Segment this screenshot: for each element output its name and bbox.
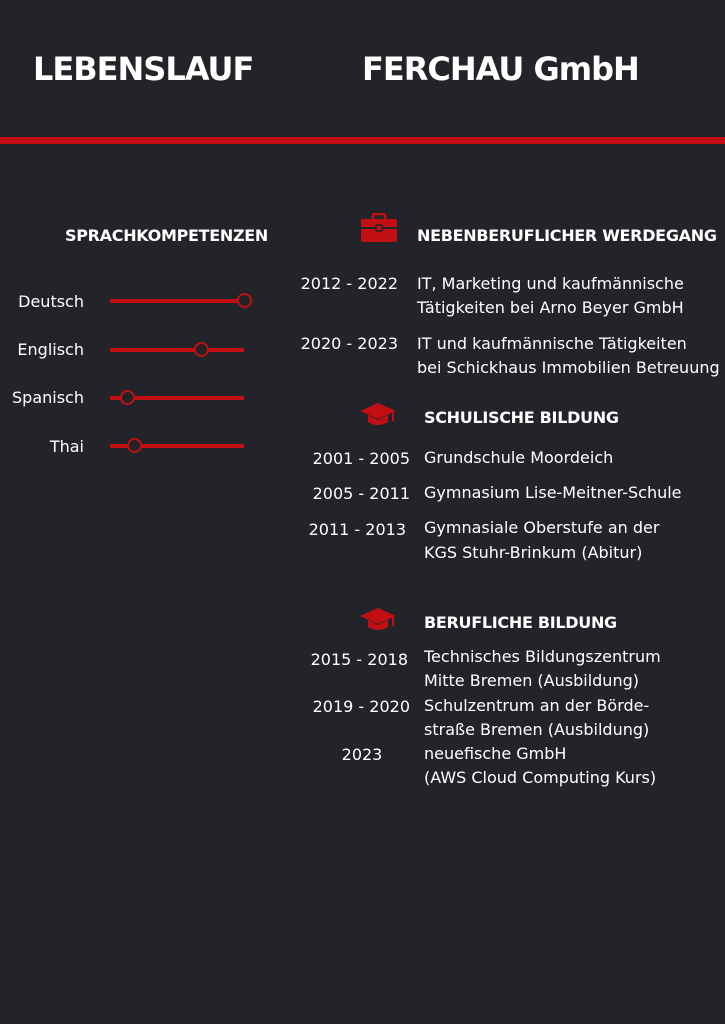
entry-years: 2005 - 2011 bbox=[312, 484, 410, 503]
entry-years: 2020 - 2023 bbox=[300, 334, 398, 353]
language-level-knob bbox=[194, 342, 209, 357]
entry-line: Mitte Bremen (Ausbildung) bbox=[424, 671, 639, 690]
language-level-knob bbox=[237, 293, 252, 308]
language-name: Englisch bbox=[17, 340, 84, 359]
languages-title: SPRACHKOMPETENZEN bbox=[65, 226, 269, 245]
entry-line: Gymnasiale Oberstufe an der bbox=[424, 518, 660, 537]
entry-line: IT und kaufmännische Tätigkeiten bbox=[417, 334, 687, 353]
briefcase-icon bbox=[360, 213, 398, 243]
entry-line: Schulzentrum an der Börde- bbox=[424, 696, 650, 715]
language-name: Spanisch bbox=[12, 388, 84, 407]
entry-line: IT, Marketing und kaufmännische bbox=[417, 274, 684, 293]
language-level-knob bbox=[120, 390, 135, 405]
page-title: LEBENSLAUF bbox=[33, 50, 254, 88]
school-title: SCHULISCHE BILDUNG bbox=[424, 408, 619, 427]
company-name: FERCHAU GmbH bbox=[362, 50, 639, 88]
entry-years: 2011 - 2013 bbox=[308, 520, 406, 539]
entry-line: KGS Stuhr-Brinkum (Abitur) bbox=[424, 543, 643, 562]
language-name: Thai bbox=[49, 437, 84, 456]
side-career-title: NEBENBERUFLICHER WERDEGANG bbox=[417, 226, 717, 245]
entry-line: bei Schickhaus Immobilien Betreuung bbox=[417, 358, 720, 377]
entry-years: 2012 - 2022 bbox=[300, 274, 398, 293]
entry-line: Technisches Bildungszentrum bbox=[424, 647, 661, 666]
entry-line: Grundschule Moordeich bbox=[424, 448, 614, 467]
entry-line: straße Bremen (Ausbildung) bbox=[424, 720, 650, 739]
entry-years: 2015 - 2018 bbox=[310, 650, 408, 669]
entry-line: neuefische GmbH bbox=[424, 744, 567, 763]
language-level-bar bbox=[110, 299, 244, 303]
entry-years: 2001 - 2005 bbox=[312, 449, 410, 468]
graduation-cap-icon bbox=[359, 606, 397, 634]
language-level-bar bbox=[110, 348, 244, 352]
entry-years: 2019 - 2020 bbox=[312, 697, 410, 716]
entry-line: (AWS Cloud Computing Kurs) bbox=[424, 768, 657, 787]
entry-years: 2023 bbox=[341, 745, 383, 764]
header-divider bbox=[0, 137, 725, 144]
entry-line: Tätigkeiten bei Arno Beyer GmbH bbox=[417, 298, 684, 317]
professional-title: BERUFLICHE BILDUNG bbox=[424, 613, 617, 632]
language-name: Deutsch bbox=[18, 292, 84, 311]
language-level-knob bbox=[127, 438, 142, 453]
entry-line: Gymnasium Lise-Meitner-Schule bbox=[424, 483, 682, 502]
graduation-cap-icon bbox=[359, 401, 397, 429]
